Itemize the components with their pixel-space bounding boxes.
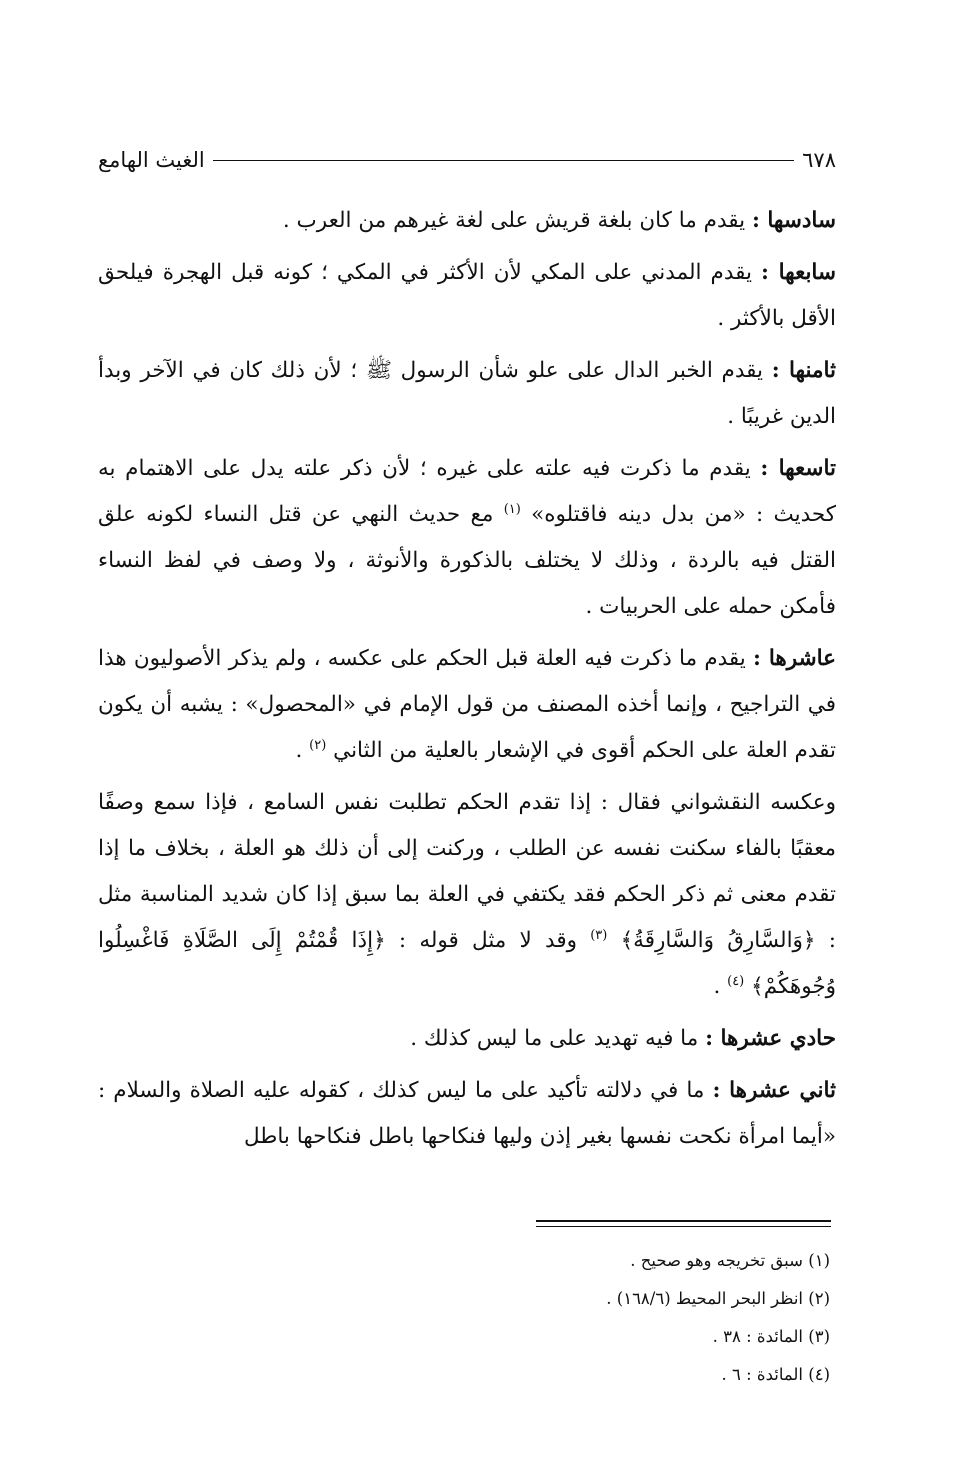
paragraph-lead: حادي عشرها : (705, 1026, 836, 1051)
paragraph-lead: عاشرها : (753, 646, 836, 671)
footnotes (330, 1242, 830, 1394)
running-header (98, 140, 836, 180)
footnote-marker[interactable]: (٣) (590, 927, 608, 943)
paragraph-text-continued: مع حديث النهي عن قتل النساء لكونه علق القتل فيه بالردة ، وذلك لا يختلف بالذكورة والأنوثة ، ولا وصف في لفظ النساء فأمكن حمله على الحربيات . (98, 502, 836, 619)
paragraph-sixth (98, 198, 836, 244)
paragraph-text: يقدم ما كان بلغة قريش على لغة غيرهم من العرب . (282, 208, 752, 233)
paragraph-text-continued: . (295, 738, 310, 763)
paragraph-lead: تاسعها : (760, 456, 836, 481)
paragraph-ninth (98, 446, 836, 630)
footnote-marker[interactable]: (٢) (309, 737, 327, 753)
paragraph-text: يقدم ما ذكرت فيه العلة قبل الحكم على عكسه ، ولم يذكر الأصوليون هذا في التراجيح ، وإنما أخذه المصنف من قول الإمام في «المحصول» : يشبه أن يكون تقدم العلة على الحكم أقوى في الإشعار بالعلية من الثاني (98, 646, 836, 763)
paragraph-tenth (98, 636, 836, 774)
paragraph-text: يقدم المدني على المكي لأن الأكثر في المكي ؛ كونه قبل الهجرة فيلحق الأقل بالأكثر . (98, 260, 836, 331)
paragraph-text: ما فيه تهديد على ما ليس كذلك . (410, 1026, 706, 1051)
paragraph-naqshawani (98, 780, 836, 1010)
header-rule (213, 160, 794, 161)
paragraph-lead: سابعها : (761, 260, 836, 285)
page-number: ٦٧٨ (802, 148, 836, 172)
footnote-2: (٢) انظر البحر المحيط (١٦٨/٦) . (606, 1289, 830, 1308)
paragraph-text-end: . (713, 974, 728, 999)
paragraph-seventh (98, 250, 836, 342)
paragraph-text: يقدم الخبر الدال على علو شأن الرسول ﷺ ؛ لأن ذلك كان في الآخر وبدأ الدين غريبًا . (98, 358, 836, 429)
paragraph-text: وعكسه النقشواني فقال : إذا تقدم الحكم تطلبت نفس السامع ، فإذا سمع وصفًا معقبًا بالفاء سكنت نفسه عن الطلب ، وركنت إلى أن ذلك هو العلة ، بخلاف ما إذا تقدم معنى ثم ذكر الحكم فقد يكتفي في العلة بما سبق إذا كان شديد المناسبة مثل : ﴿وَالسَّارِقُ وَالسَّارِقَةُ﴾ (98, 790, 836, 953)
paragraph-lead: ثامنها : (771, 358, 837, 383)
footnote-4: (٤) المائدة : ٦ . (721, 1365, 830, 1384)
footnote-marker[interactable]: (١) (503, 501, 521, 517)
paragraph-text: ما في دلالته تأكيد على ما ليس كذلك ، كقوله عليه الصلاة والسلام : «أيما امرأة نكحت نفسها بغير إذن وليها فنكاحها باطل فنكاحها باطل (98, 1078, 836, 1149)
paragraph-text-continued: وقد لا مثل قوله : ﴿إِذَا قُمْتُمْ إِلَى الصَّلَاةِ فَاغْسِلُوا وُجُوهَكُمْ﴾ (98, 928, 836, 999)
paragraph-lead: ثاني عشرها : (712, 1078, 836, 1103)
paragraph-lead: سادسها : (751, 208, 836, 233)
body-text (98, 198, 836, 1160)
footnote-marker[interactable]: (٤) (727, 973, 745, 989)
footnote-1: (١) سبق تخريجه وهو صحيح . (630, 1251, 830, 1270)
footnote-separator (536, 1220, 831, 1227)
running-title: الغيث الهامع (98, 148, 205, 172)
paragraph-eleventh (98, 1016, 836, 1062)
paragraph-text: يقدم ما ذكرت فيه علته على غيره ؛ لأن ذكر علته يدل على الاهتمام به كحديث : «من بدل دينه فاقتلوه» (98, 456, 836, 527)
page (98, 140, 836, 1166)
paragraph-eighth (98, 348, 836, 440)
footnote-3: (٣) المائدة : ٣٨ . (712, 1327, 830, 1346)
paragraph-twelfth (98, 1068, 836, 1160)
